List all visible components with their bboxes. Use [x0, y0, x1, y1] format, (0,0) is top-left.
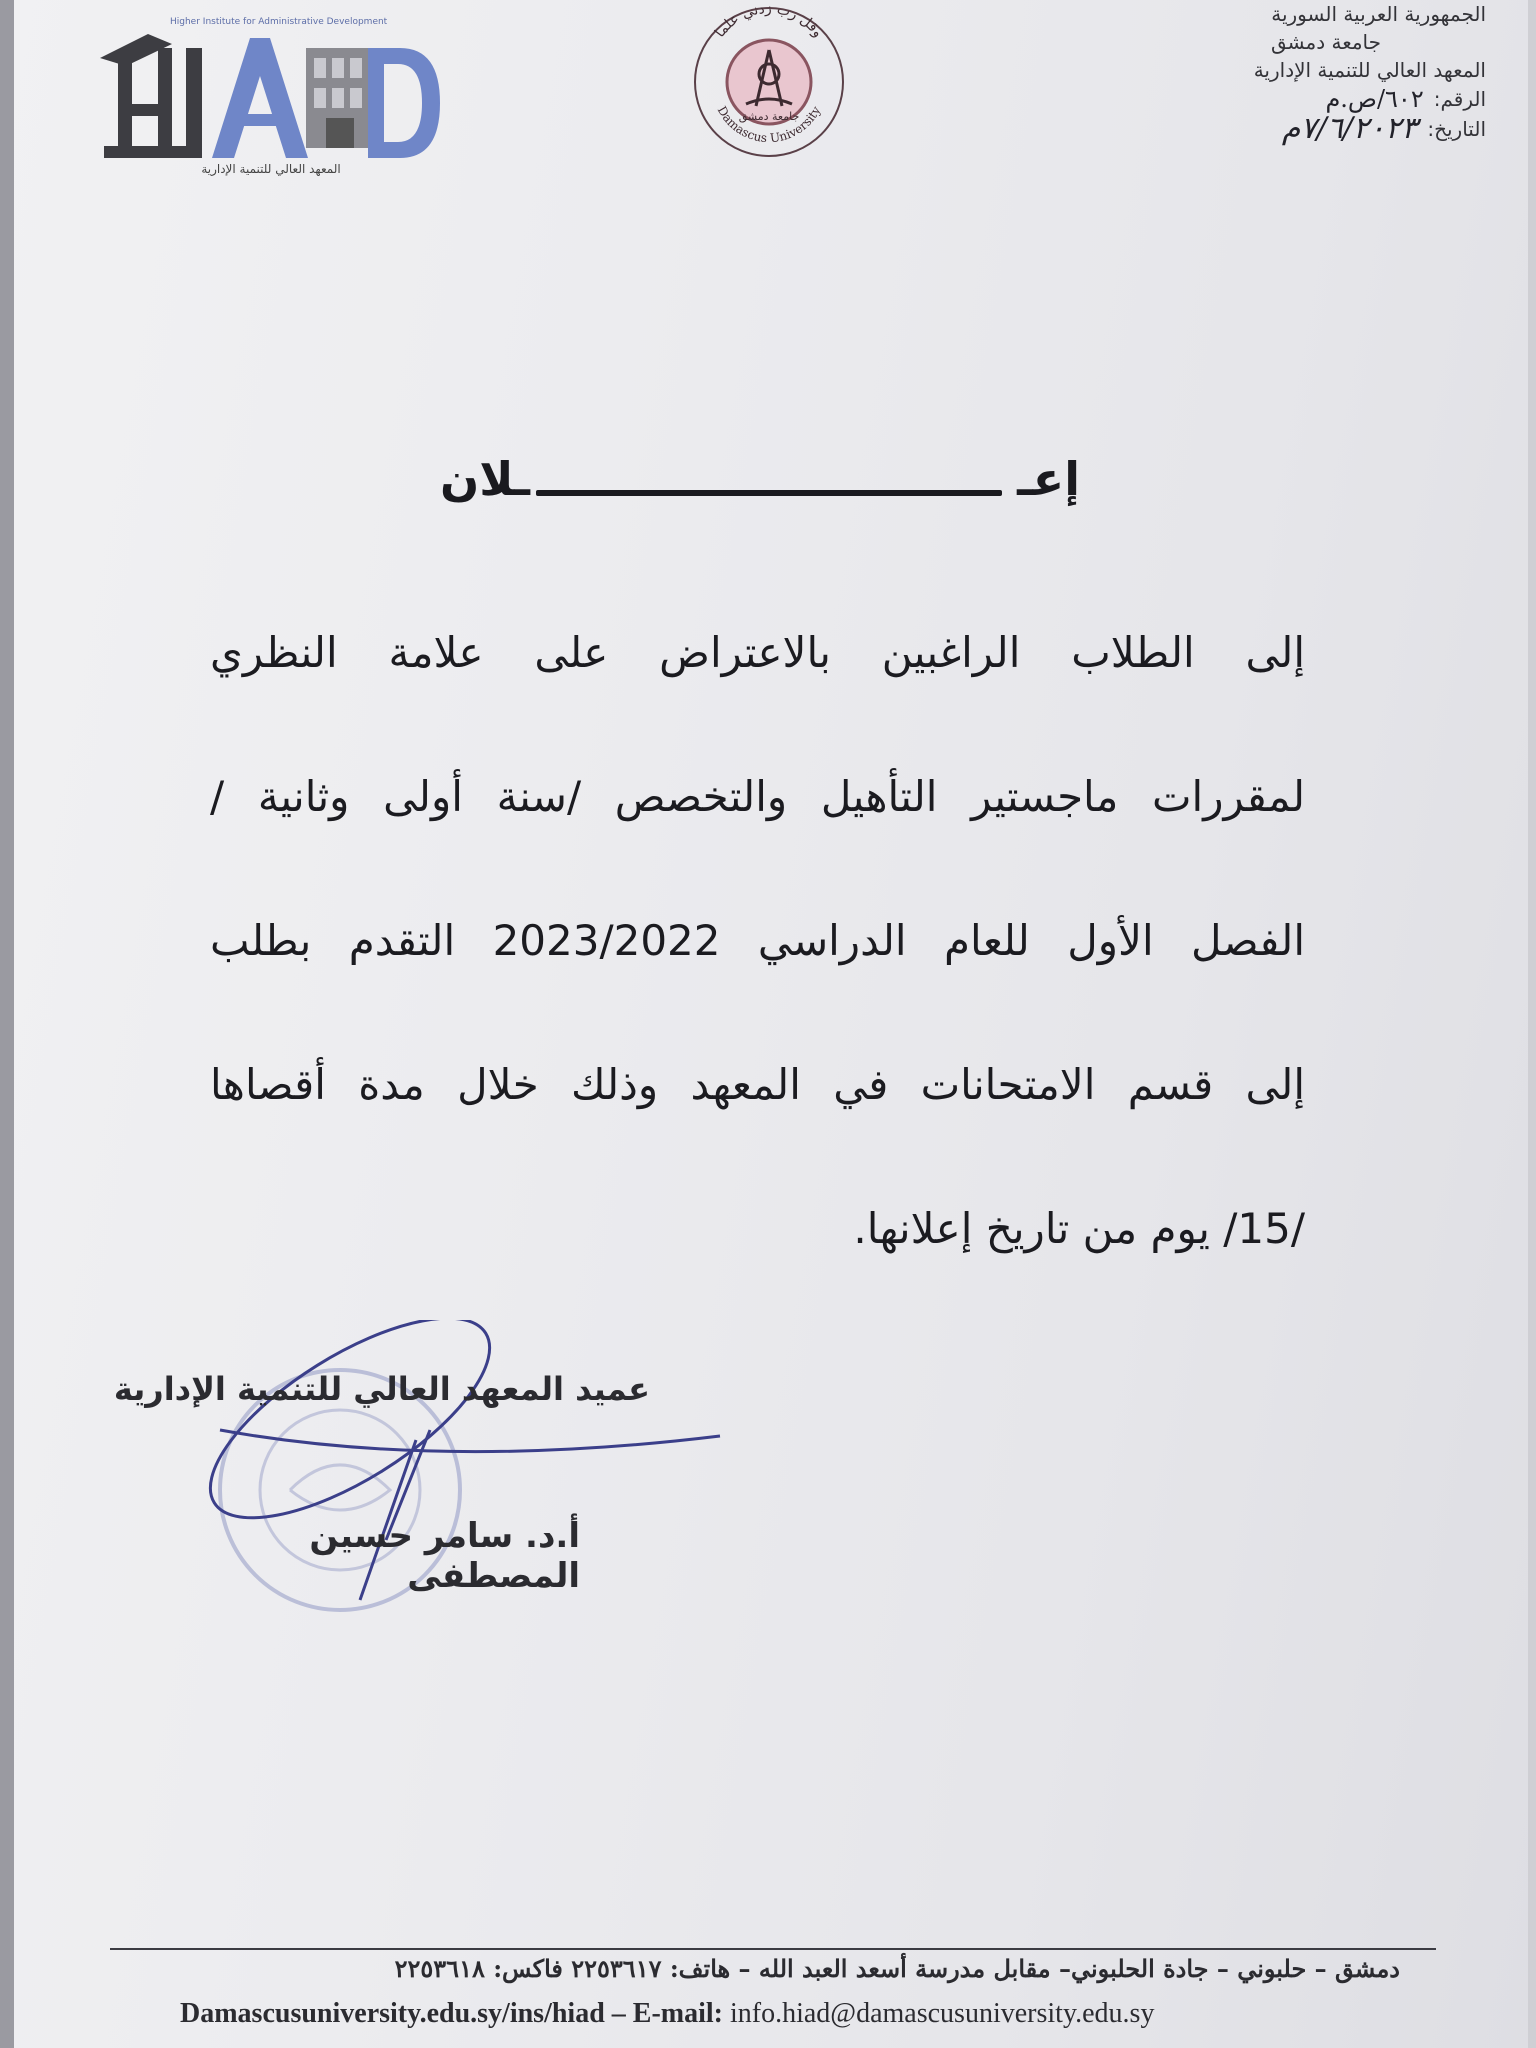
letterhead [1166, 0, 1486, 144]
footer-contact [180, 1998, 1380, 2030]
title-start: إعـ [1017, 452, 1080, 506]
damascus-university-seal [684, 0, 854, 160]
announcement-line-4: إلى قسم الامتحانات في المعهد وذلك خلال مدة أقصاها [210, 1060, 1305, 1109]
hiad-logo-graphic [100, 14, 440, 164]
announcement-line-3: الفصل الأول للعام الدراسي 2023/2022 التقدم بطلب [210, 916, 1305, 965]
seal-arabic-name: جامعة دمشق [738, 110, 800, 123]
paper-edge-right [1528, 0, 1536, 2048]
footer-email: info.hiad@damascusuniversity.edu.sy [730, 1998, 1155, 2029]
hiad-logo [100, 14, 440, 184]
footer-website: Damascusuniversity.edu.sy/ins/hiad [180, 1998, 605, 2029]
footer-address: دمشق – حلبوني – جادة الحلبوني– مقابل مدرسة أسعد العبد الله – هاتف: ٢٢٥٣٦١٧ فاكس: ٢٢٥٣٦١٨ [394, 1954, 1400, 1983]
announcement-line-1: إلى الطلاب الراغبين بالاعتراض على علامة النظري [210, 628, 1305, 677]
reference-number: ٦٠٢/ص.م [1325, 85, 1424, 113]
title-end: ـلان [440, 452, 530, 506]
signatory-title: عميد المعهد العالي للتنمية الإدارية [113, 1370, 650, 1408]
footer-separator: – [604, 1998, 633, 2029]
date-value: ٧/٦/٢٠٢٣م [1281, 111, 1418, 146]
reference-label: الرقم: [1433, 87, 1486, 111]
announcement-line-5: /15/ يوم من تاريخ إعلانها. [853, 1204, 1305, 1253]
logo-caption: المعهد العالي للتنمية الإدارية [201, 162, 341, 176]
date-label: التاريخ: [1427, 117, 1486, 141]
signatory-name: أ.د. سامر حسين المصطفى [309, 1516, 580, 1596]
date-row [1166, 111, 1486, 146]
university-name: جامعة دمشق [1270, 30, 1382, 54]
footer-email-label: E-mail: [632, 1998, 723, 2029]
seal-motto: وقل رب زدني علما [711, 0, 826, 41]
announcement-title [440, 452, 1080, 522]
footer-divider [110, 1948, 1436, 1950]
announcement-line-2: لمقررات ماجستير التأهيل والتخصص /سنة أولى وثانية / [210, 772, 1305, 821]
institute-name: المعهد العالي للتنمية الإدارية [1253, 58, 1486, 82]
seal-graphic [684, 0, 854, 160]
seal-english-name: Damascus University [714, 103, 824, 146]
reference-row [1166, 84, 1486, 114]
paper-edge [0, 0, 14, 2048]
logo-tagline: Higher Institute for Administrative Development [170, 17, 388, 27]
country-name: الجمهورية العربية السورية [1271, 2, 1486, 26]
title-kashida-bar [536, 490, 1002, 496]
